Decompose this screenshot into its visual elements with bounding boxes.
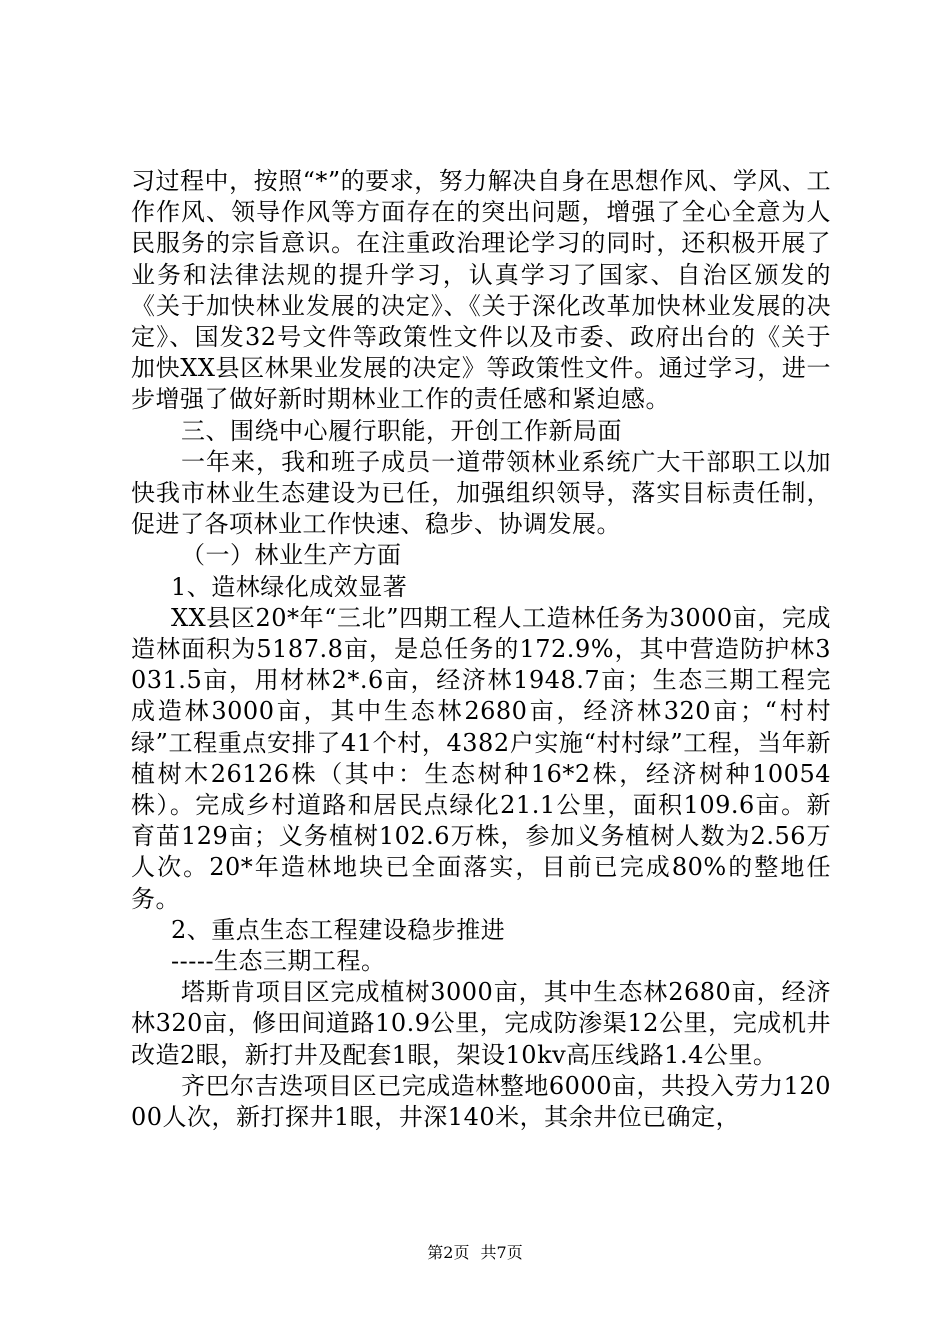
paragraph-afforestation-results: XX县区20*年“三北”四期工程人工造林任务为3000亩，完成造林面积为5187.8亩，是总任务的172.9%，其中营造防护林3031.5亩，用材林2*.6亩，经济林1948.7亩；生态三期工程完成造林3000亩，其中生态林2680亩，经济林320亩；“村村绿”工程重点安排了41个村，4382户实施“村村绿”工程，当年新植树木26126株（其中：生态树种16*2株，经济树种10054株）。完成乡村道路和居民点绿化21.1公里，面积109.6亩。新育苗129亩；义务植树102.6万株，参加义务植树人数为2.56万人次。20*年造林地块已全面落实，目前已完成80%的整地任务。: [131, 603, 831, 913]
paragraph-qibaer-project: 齐巴尔吉迭项目区已完成造林整地6000亩，共投入劳力12000人次，新打探井1眼，井深140米，其余井位已确定，: [131, 1071, 831, 1132]
paragraph-year-summary: 一年来，我和班子成员一道带领林业系统广大干部职工以加快我市林业生态建设为已任，加强组织领导，落实目标责任制，促进了各项林业工作快速、稳步、协调发展。: [131, 447, 831, 539]
page-total: 共7页: [480, 1243, 523, 1262]
paragraph-study-process: 习过程中，按照“*”的要求，努力解决自身在思想作风、学风、工作作风、领导作风等方面存在的突出问题，增强了全心全意为人民服务的宗旨意识。在注重政治理论学习的同时，还积极开展了业务和法律法规的提升学习，认真学习了国家、自治区颁发的《关于加快林业发展的决定》、《关于深化改革加快林业发展的决定》、国发32号文件等政策性文件以及市委、政府出台的《关于加快XX县区林果业发展的决定》等政策性文件。通过学习，进一步增强了做好新时期林业工作的责任感和紧迫感。: [131, 167, 831, 414]
page-footer: [0, 1243, 950, 1263]
item-heading-ecological-projects: 2、重点生态工程建设稳步推进: [171, 915, 506, 944]
section-heading-three: 三、围绕中心履行职能，开创工作新局面: [181, 416, 622, 445]
item-heading-afforestation: 1、造林绿化成效显著: [171, 572, 408, 601]
item-heading-phase-three: -----生态三期工程。: [171, 947, 386, 976]
subsection-heading-forestry-production: （一）林业生产方面: [181, 541, 402, 570]
paragraph-taskan-project: 塔斯肯项目区完成植树3000亩，其中生态林2680亩，经济林320亩，修田间道路10.9公里，完成防渗渠12公里，完成机井改造2眼，新打井及配套1眼，架设10kv高压线路1.4公里。: [131, 978, 831, 1069]
page-number: 第2页: [427, 1243, 470, 1262]
document-body: [131, 166, 831, 1133]
